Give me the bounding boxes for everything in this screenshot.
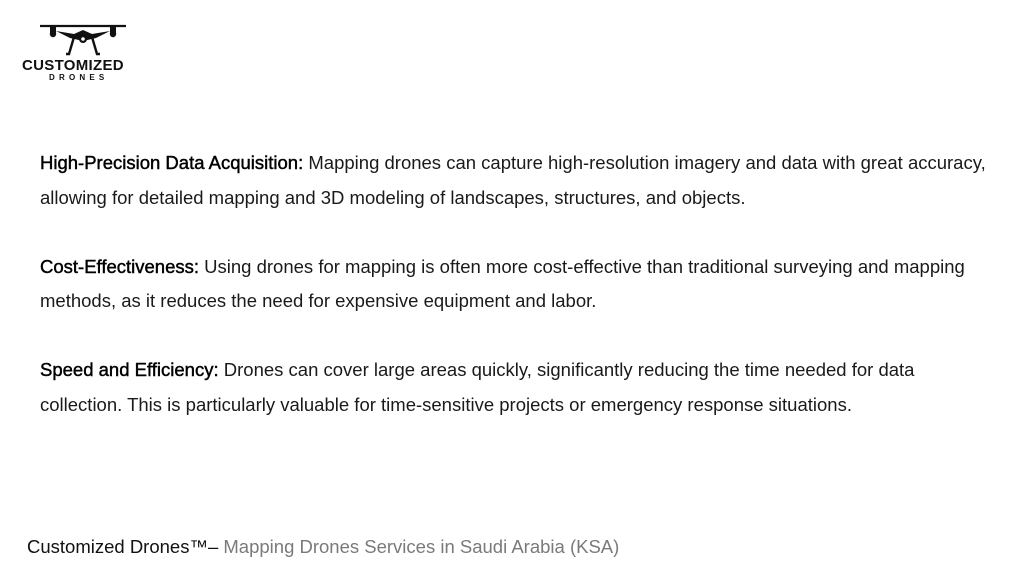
paragraph-text: Mapping drones can capture high-resolution imagery and data with great accuracy, allowing for detailed mapping and 3D modeling of landscapes, structures, and objects.: [40, 152, 986, 208]
paragraph-heading: High-Precision Data Acquisition:: [40, 152, 304, 173]
drone-icon: [36, 22, 130, 56]
paragraph-heading: Speed and Efficiency:: [40, 359, 219, 380]
paragraph-data-acquisition: [40, 146, 990, 215]
footer: [27, 535, 619, 559]
logo-wordmark: CUSTOMIZED: [22, 57, 124, 74]
footer-brand: Customized Drones™–: [27, 536, 219, 557]
paragraph-cost-effectiveness: [40, 250, 990, 319]
paragraph-speed-efficiency: [40, 353, 990, 422]
footer-service-text: Mapping Drones Services in Saudi Arabia (KSA): [218, 536, 620, 557]
paragraph-text: Using drones for mapping is often more cost-effective than traditional surveying and mapping methods, as it reduces the need for expensive equipment and labor.: [40, 255, 965, 311]
content-body: [40, 146, 990, 457]
paragraph-text: Drones can cover large areas quickly, significantly reducing the time needed for data collection. This is particularly valuable for time-sensitive projects or emergency response situations.: [40, 359, 915, 415]
logo-subtitle: DRONES: [49, 73, 109, 82]
paragraph-heading: Cost-Effectiveness:: [40, 255, 200, 277]
brand-logo: [22, 22, 142, 92]
